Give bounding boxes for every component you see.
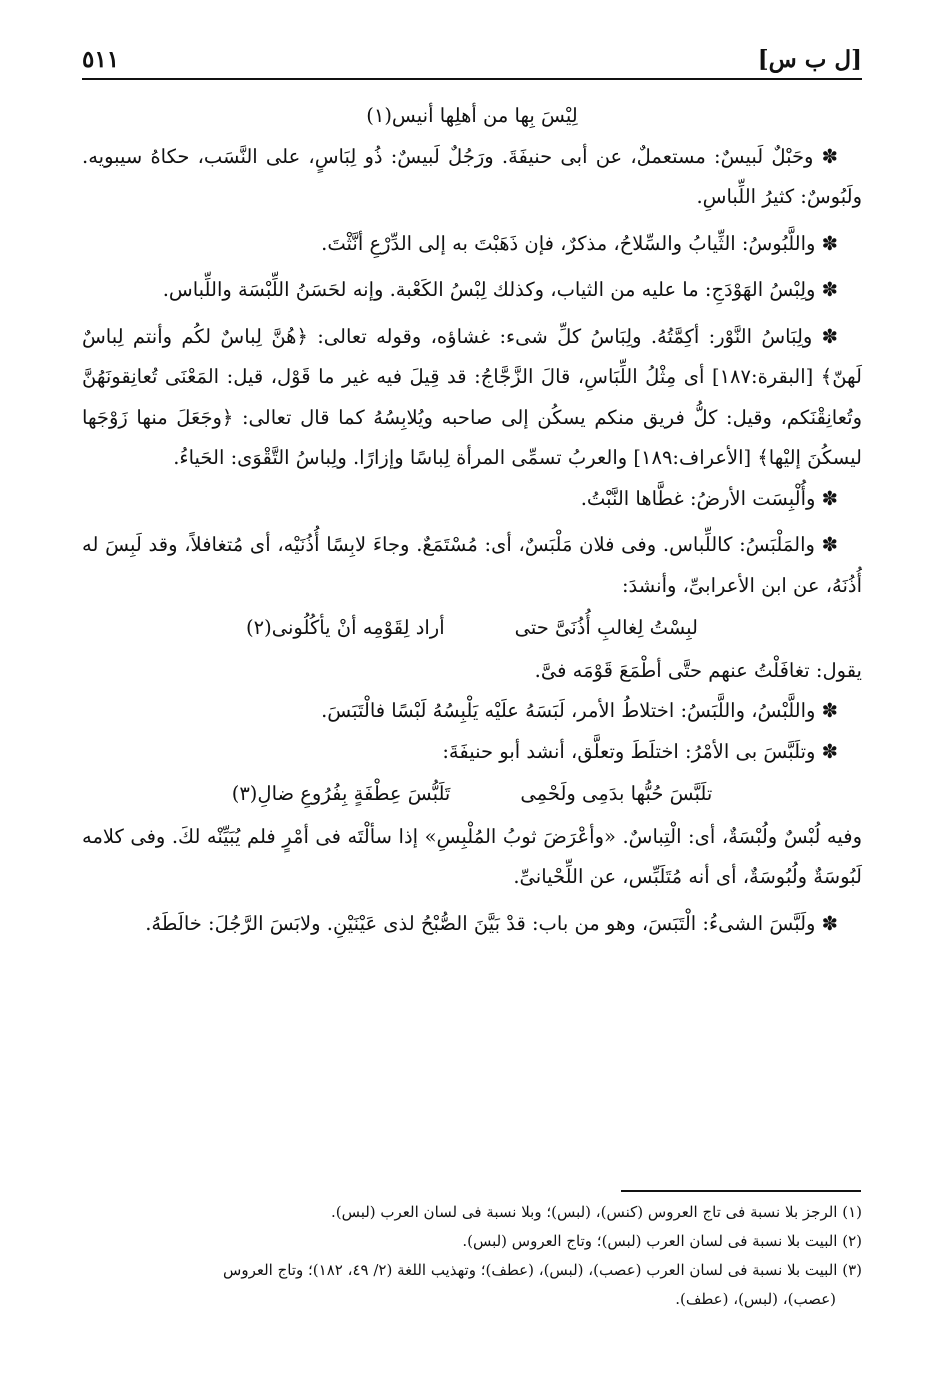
page-header [82, 40, 862, 80]
poem-verse [82, 608, 862, 649]
paragraph: ✽ ولِبْسُ الهَوْدَجِ: ما عليه من الثياب، وكذلك لِبْسُ الكَعْبة. وإنه لحَسَنُ اللِّبْسَة واللِّباس. [162, 278, 838, 301]
footnote: (٢) البيت بلا نسبة فى لسان العرب (لبس)؛ وتاج العروس (لبس). [462, 1232, 862, 1250]
footnote: (٣) البيت بلا نسبة فى لسان العرب (عصب)، (لبس)، (عطف)؛ وتهذيب اللغة (٢/ ٤٩، ١٨٢)؛ وتاج العروس [223, 1261, 862, 1279]
poem-verse [82, 774, 862, 815]
paragraph: ✽ ولِبَاسُ النَّوْر: أكِمَّتُهُ. ولِبَاسُ كلِّ شىء: غشاؤه، وقوله تعالى: ﴿هُنَّ لِباسٌ لكُم وأنتم لِباسٌ لَهنّ﴾ [البقرة:١٨٧] أى مِثْلُ اللِّبَاسِ، قالَ الزَّجَّاجُ: قد قِيلَ فيه غير ما قَوْل، قيل: المَعْنَى تُعانِقونَهُنَّ وتُعانِقْنَكم، وقيل: كلُّ فريق منكم يسكُن إلى صاحبه ويُلابِسُهُ كما قال تعالى: ﴿وجَعَلَ منها زَوْجَها ليسكُنَ إليْها﴾ [الأعراف:١٨٩] والعربُ تسمِّى المرأة لِباسًا وإزارًا. ولِباسُ التَّقْوَى: الحَياءُ. [82, 324, 862, 469]
paragraph: يقول: تغافَلْتُ عنهم حتَّى أطْمَعَ قَوْمَه فىَّ. [534, 658, 862, 682]
paragraph: ✽ واللَّبْسُ، واللَّبَسُ: اختلاطُ الأمر، لَبَسَهُ علَيْه يَلْبِسُهُ لَبْسًا فالْتَبَسَ. [321, 699, 838, 722]
page-number: ٥١١ [82, 46, 120, 73]
footnote-rule [621, 1190, 861, 1192]
verse-line: لِيْسَ بِها من أهلِها أنيس(١) [366, 104, 578, 127]
verse-hemistich: تَلَبُّسَ عِطْفَةٍ بِفُرُوعِ ضالِ(٣) [231, 782, 451, 805]
paragraph: ✽ ولَبَّسَ الشىءُ: الْتَبَسَ، وهو من باب: قدْ بَيَّنَ الصُّبْحُ لذى عَيْنَيْنِ. ولابَسَ الرَّجُلَ: خالَطَهُ. [145, 911, 838, 935]
header-rule [82, 78, 862, 80]
verse-hemistich: لبِسْتُ لِغالبِ أُذُنَىَّ حتى [514, 616, 698, 639]
verse-hemistich: تلَبَّسَ حُبُّها بدَمِى ولَحْمِى [520, 782, 713, 805]
footnote-continuation: (عصب)، (لبس)، (عطف). [675, 1290, 836, 1308]
paragraph: ✽ وأُلْبِسَت الأرضُ: غطَّاها النَّبْتُ. [580, 486, 838, 510]
paragraph: ✽ واللَّبُوسُ: الثِّيابُ والسِّلاحُ، مذكرٌ، فإن ذَهَبْتَ به إلى الدِّرْعِ أنَّثْتَ. [321, 231, 838, 255]
paragraph: ✽ والمَلْبَسُ: كاللِّباس. وفى فلان مَلْبَسٌ، أى: مُسْتَمَعٌ. وجاءَ لابِسًا أُذُنَيْه، أى مُتغافلاً، وقد لَبِسَ له أُذُنَهُ، عن ابن الأعرابىِّ، وأنشدَ: [82, 533, 862, 597]
root-heading: [ل ب س] [757, 46, 862, 73]
footnote: (١) الرجز بلا نسبة فى تاج العروس (كنس)، (لبس)؛ وبلا نسبة فى لسان العرب (لبس). [330, 1203, 862, 1221]
paragraph: ✽ وتلَبَّسَ بى الأمْرُ: اختلَطَ وتعلَّق، أنشد أبو حنيفَةَ: [442, 739, 838, 763]
entry-text [82, 96, 862, 944]
footnotes [82, 1198, 862, 1314]
verse-hemistich: أراد لِقَوْمِه أنْ يأكُلُونى(٢) [246, 616, 445, 639]
paragraph: وفيه لُبْسٌ ولُبْسَةٌ، أى: الْتِباسٌ. «وأعْرَضَ ثوبُ المُلْبِسِ» إذا سألْتَه فى أمْرٍ فلم يُبَيِّنْه لكَ. وفى كلامه لَبُوسَةٌ ولُبُوسَةٌ، أى أنه مُتَلَبِّس، عن اللِّحْيانىِّ. [82, 824, 862, 888]
paragraph: ✽ وحَبْلٌ لَبيسٌ: مستعملٌ، عن أبى حنيفَةَ. ورَجُلٌ لَبيسٌ: ذُو لِبَاسٍ، على النَّسَب، حكاهُ سيبويه. ولَبُوسٌ: كثيرُ اللِّباسِ. [82, 144, 862, 208]
